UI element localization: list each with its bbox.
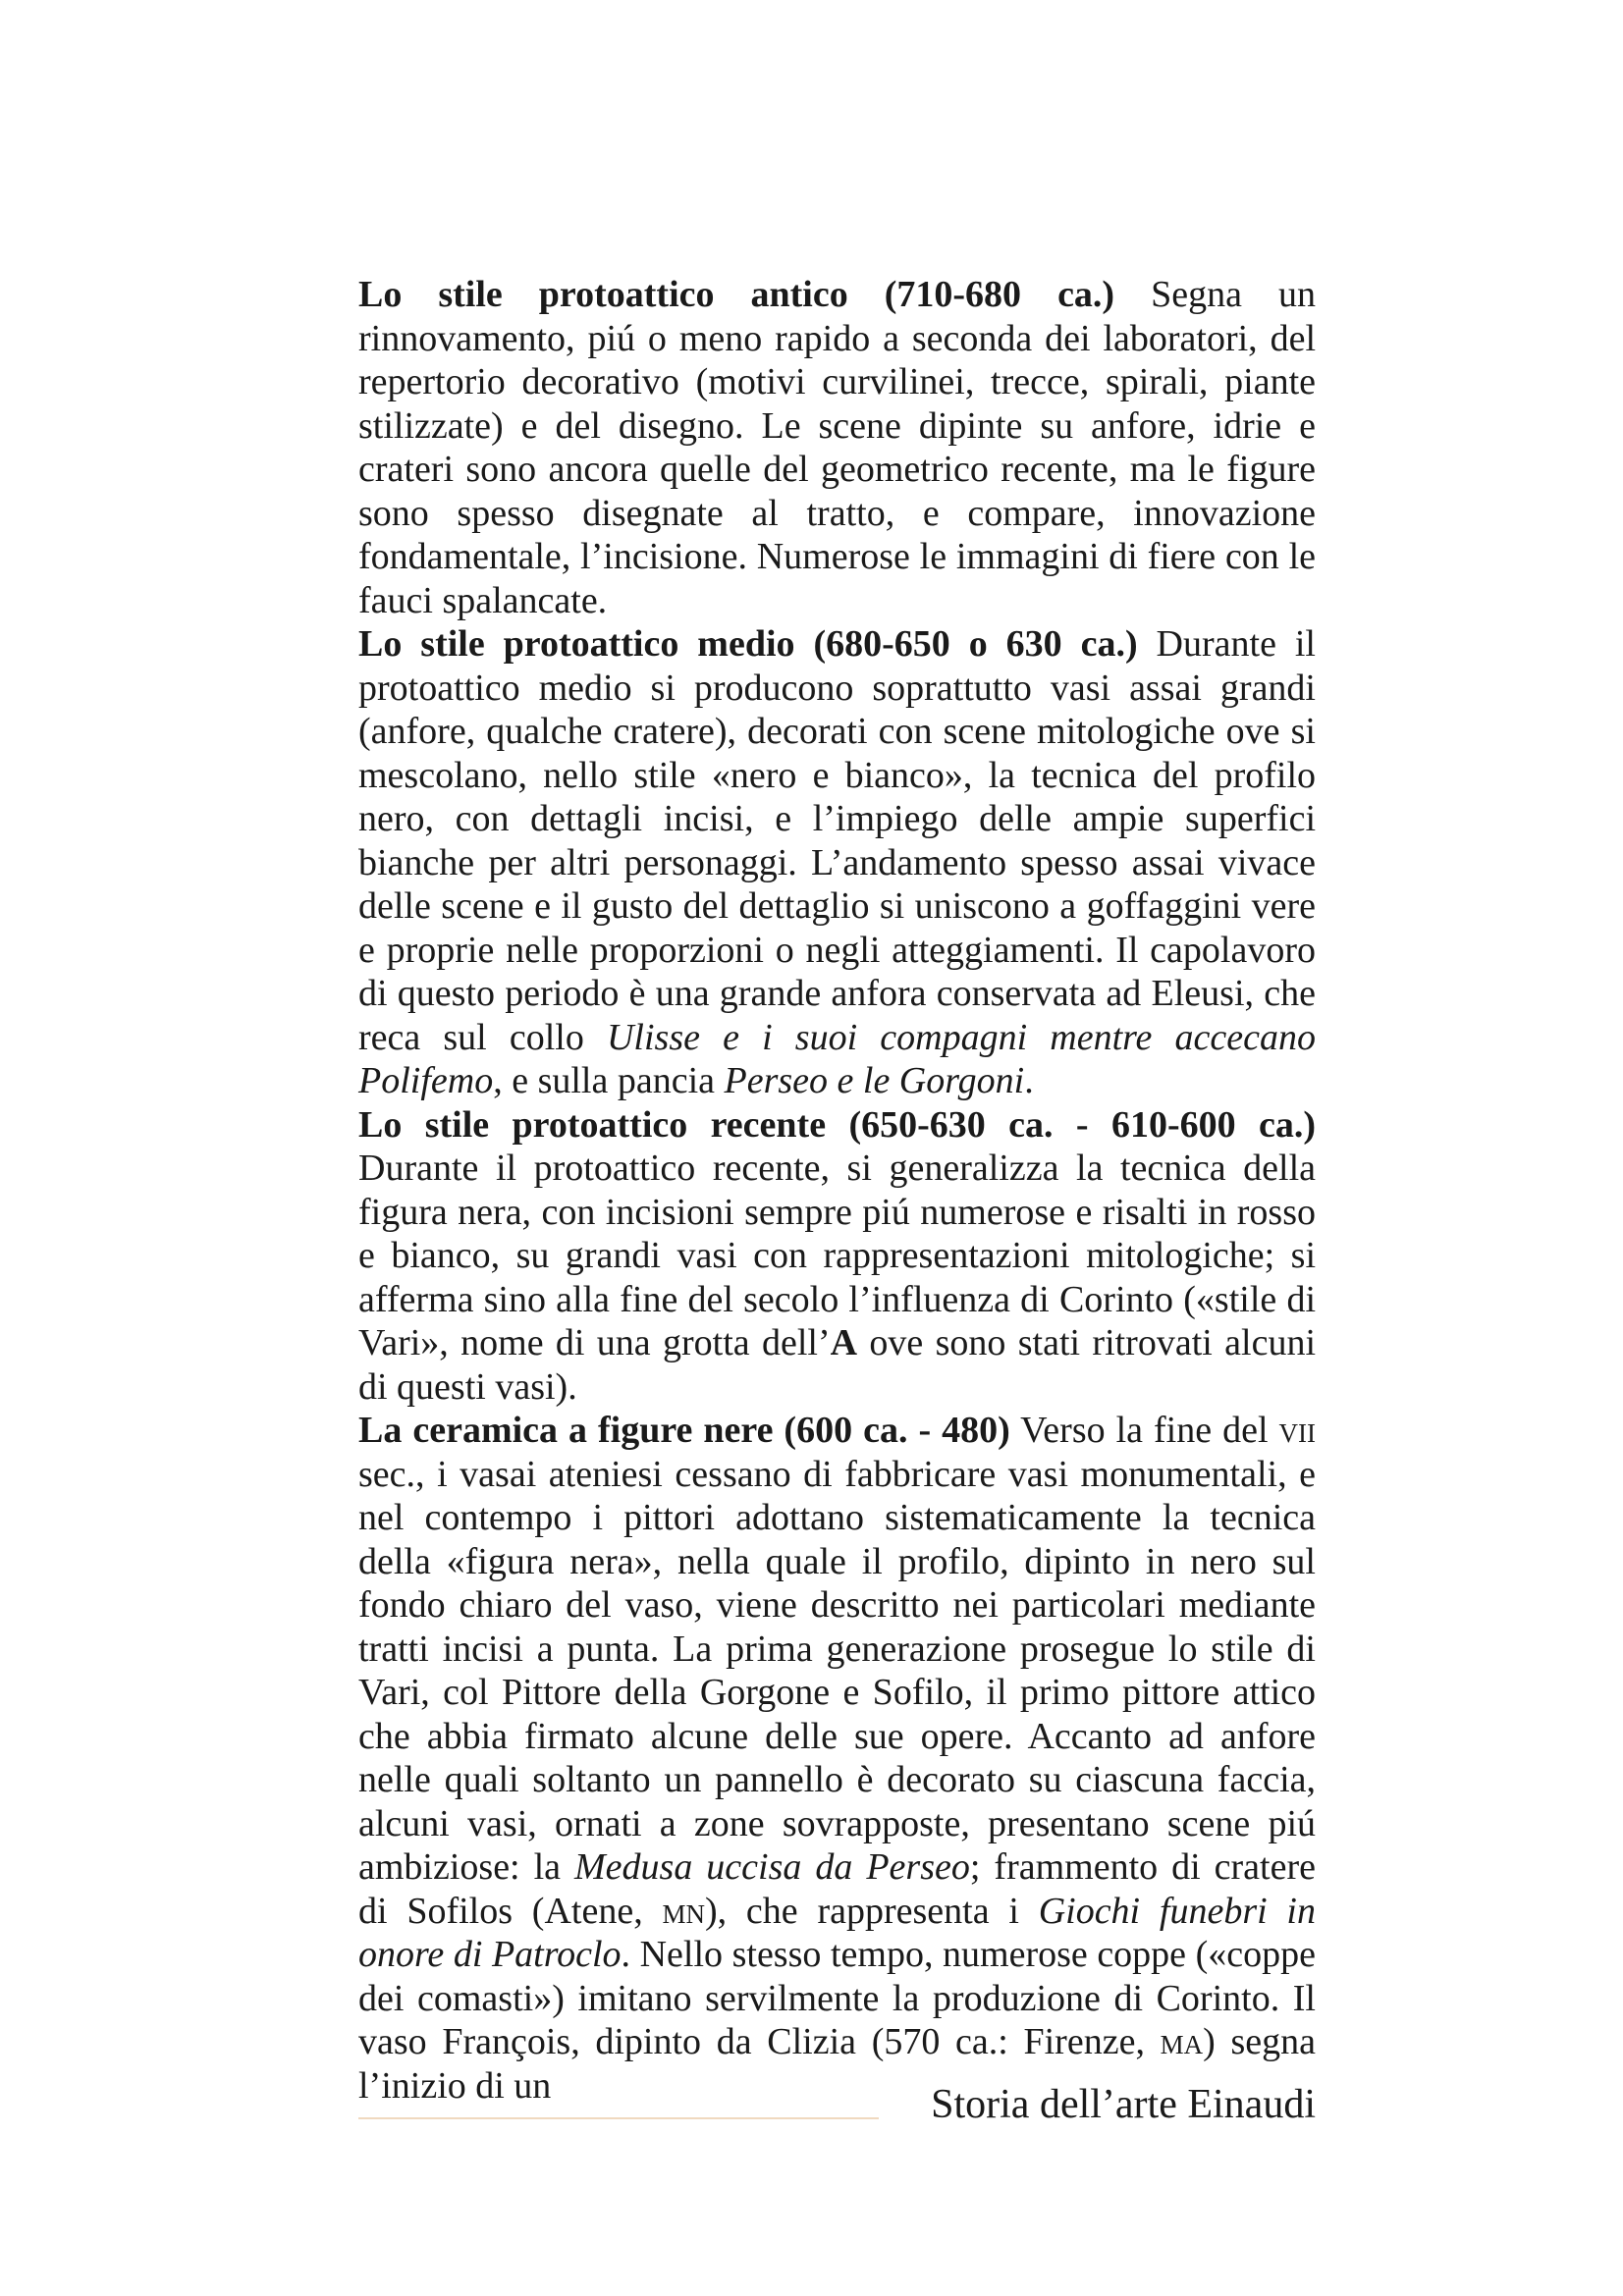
body-text: [358, 273, 1316, 2108]
century-numeral: vii: [1278, 1410, 1317, 1451]
bold-abbreviation: A: [830, 1322, 858, 1363]
paragraph-text: ), che rappresenta i: [705, 1890, 1039, 1932]
paragraph-text: .: [1024, 1060, 1034, 1101]
artwork-title: Perseo e le Gorgoni: [724, 1060, 1025, 1101]
paragraph-text: Durante il protoattico recente, si generalizza la tecnica della figura nera, con incisioni sempre piú numerose e risalti in rosso e bianco, su grandi vasi con rappresentazioni mitologiche; si afferma sino alla fine del secolo l’influenza di Corinto («stile di Vari», nome di una grotta dell’: [358, 1148, 1316, 1363]
paragraph-text: , e sulla pancia: [493, 1060, 725, 1101]
artwork-title: Medusa uccisa da Perseo: [574, 1846, 970, 1888]
paragraph-figure-nere: [358, 1409, 1316, 2108]
museum-abbreviation: ma: [1160, 2021, 1204, 2062]
paragraph-protoattico-medio: [358, 622, 1316, 1103]
museum-abbreviation: mn: [662, 1890, 705, 1932]
paragraph-text: Verso la fine del: [1009, 1410, 1279, 1451]
section-heading: Lo stile protoattico recente (650-630 ca. - 610-600 ca.): [358, 1103, 1316, 1146]
paragraph-text: Segna un rinnovamento, piú o meno rapido a seconda dei laboratori, del repertorio decorativo (motivi curvilinei, trecce, spirali, piante stilizzate) e del disegno. Le scene dipinte su anfore, idrie e crateri sono ancora quelle del geometrico recente, ma le figure sono spesso disegnate al tratto, e compare, innovazione fondamentale, l’incisione. Numerose le immagini di fiere con le fauci spalancate.: [358, 274, 1316, 621]
artwork-title: Giochi funebri in onore di Patroclo: [358, 1890, 1316, 1975]
paragraph-protoattico-recente: [358, 1103, 1316, 1410]
paragraph-text: Durante il protoattico medio si producono soprattutto vasi assai grandi (anfore, qualche cratere), decorati con scene mitologiche ove si mescolano, nello stile «nero e bianco», la tecnica del profilo nero, con dettagli incisi, e l’impiego delle ampie superfici bianche per altri personaggi. L’andamento spesso assai vivace delle scene e il gusto del dettaglio si uniscono a goffaggini vere e proprie nelle proporzioni o negli atteggiamenti. Il capolavoro di questo periodo è una grande anfora conservata ad Eleusi, che reca sul collo: [358, 623, 1316, 1058]
artwork-title: Ulisse e i suoi compagni mentre accecano Polifemo: [358, 1016, 1316, 1101]
paragraph-text: ) segna l’inizio di un: [358, 2021, 1316, 2107]
page-footer: [358, 2081, 1316, 2140]
section-heading: La ceramica a figure nere (600 ca. - 480): [358, 1410, 1010, 1451]
paragraph-text: ; frammento di cratere di Sofilos (Atene,: [358, 1846, 1316, 1932]
paragraph-text: sec., i vasai ateniesi cessano di fabbricare vasi monumentali, e nel contempo i pittori adottano sistematicamente la tecnica della «figura nera», nella quale il profilo, dipinto in nero sul fondo chiaro del vaso, viene descritto nei particolari mediante tratti incisi a punta. La prima generazione prosegue lo stile di Vari, col Pittore della Gorgone e Sofilo, il primo pittore attico che abbia firmato alcune delle sue opere. Accanto ad anfore nelle quali soltanto un pannello è decorato su ciascuna faccia, alcuni vasi, ornati a zone sovrapposte, presentano scene piú ambiziose: la: [358, 1453, 1316, 1888]
section-heading: Lo stile protoattico medio (680-650 o 630 ca.): [358, 623, 1138, 665]
footer-title: Storia dell’arte Einaudi: [931, 2082, 1316, 2127]
paragraph-protoattico-antico: [358, 273, 1316, 622]
paragraph-text: ove sono stati ritrovati alcuni di questi vasi).: [358, 1322, 1317, 1408]
paragraph-text: . Nello stesso tempo, numerose coppe («coppe dei comasti») imitano servilmente la produzione di Corinto. Il vaso François, dipinto da Clizia (570 ca.: Firenze,: [358, 1934, 1317, 2062]
footer-rule: [358, 2117, 879, 2119]
section-heading: Lo stile protoattico antico (710-680 ca.): [358, 274, 1115, 315]
